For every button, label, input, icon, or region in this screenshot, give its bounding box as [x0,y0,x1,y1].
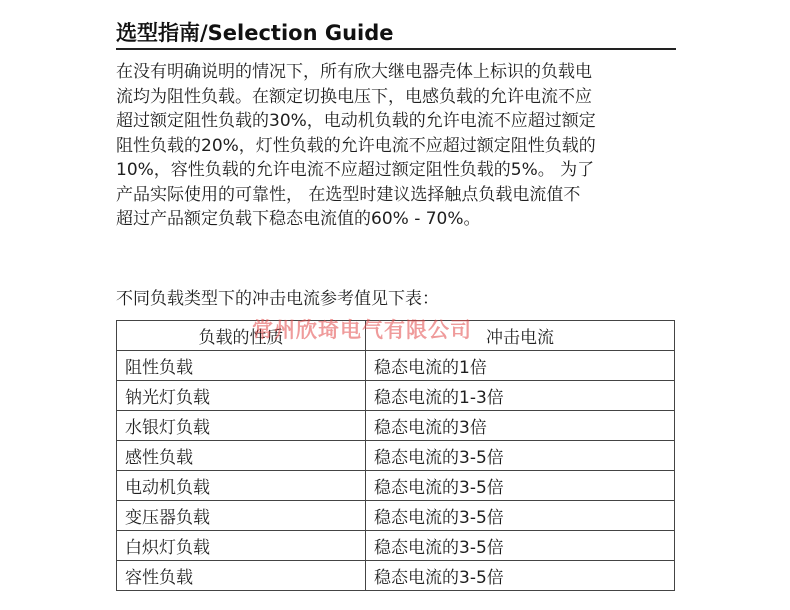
load-type-cell: 阻性负载 [117,351,366,381]
paragraph-line: 阻性负载的20%，灯性负载的允许电流不应超过额定阻性负载的 [116,135,596,156]
load-type-cell: 白炽灯负载 [117,531,366,561]
inrush-current-cell: 稳态电流的3倍 [366,411,675,441]
paragraph-line: 流均为阻性负载。在额定切换电压下，电感负载的允许电流不应 [116,86,592,107]
inrush-current-cell: 稳态电流的3-5倍 [366,501,675,531]
table-row [117,411,675,441]
title-divider [116,48,676,50]
table-row [117,501,675,531]
table-row [117,441,675,471]
paragraph-line: 产品实际使用的可靠性， 在选型时建议选择触点负载电流值不 [116,184,581,205]
company-watermark: 常州欣琦电气有限公司 [252,318,472,342]
header-inrush-current: 冲击电流 [366,321,675,351]
header-load-type: 负载的性质 [117,321,366,351]
page-title: 选型指南/Selection Guide [116,21,394,45]
table-row [117,531,675,561]
inrush-current-cell: 稳态电流的1倍 [366,351,675,381]
load-type-cell: 变压器负载 [117,501,366,531]
paragraph-line: 10%，容性负载的允许电流不应超过额定阻性负载的5%。 为了 [116,160,595,180]
inrush-current-cell: 稳态电流的1-3倍 [366,381,675,411]
table-row [117,381,675,411]
load-type-cell: 电动机负载 [117,471,366,501]
inrush-current-cell: 稳态电流的3-5倍 [366,471,675,501]
inrush-current-cell: 稳态电流的3-5倍 [366,531,675,561]
inrush-current-cell: 稳态电流的3-5倍 [366,441,675,471]
table-header-row [117,321,675,351]
table-row [117,561,675,591]
table-caption: 不同负载类型下的冲击电流参考值见下表： [116,289,439,309]
load-type-cell: 水银灯负载 [117,411,366,441]
inrush-current-table [116,320,675,591]
table-row [117,351,675,381]
paragraph-line: 超过产品额定负载下稳态电流值的60% - 70%。 [116,209,481,229]
paragraph-line: 在没有明确说明的情况下，所有欣大继电器壳体上标识的负载电 [116,62,592,82]
selection-guide-paragraph [116,60,681,232]
paragraph-line: 超过额定阻性负载的30%，电动机负载的允许电流不应超过额定 [116,111,596,131]
load-type-cell: 容性负载 [117,561,366,591]
table-row [117,471,675,501]
load-type-cell: 感性负载 [117,441,366,471]
inrush-current-cell: 稳态电流的3-5倍 [366,561,675,591]
load-type-cell: 钠光灯负载 [117,381,366,411]
